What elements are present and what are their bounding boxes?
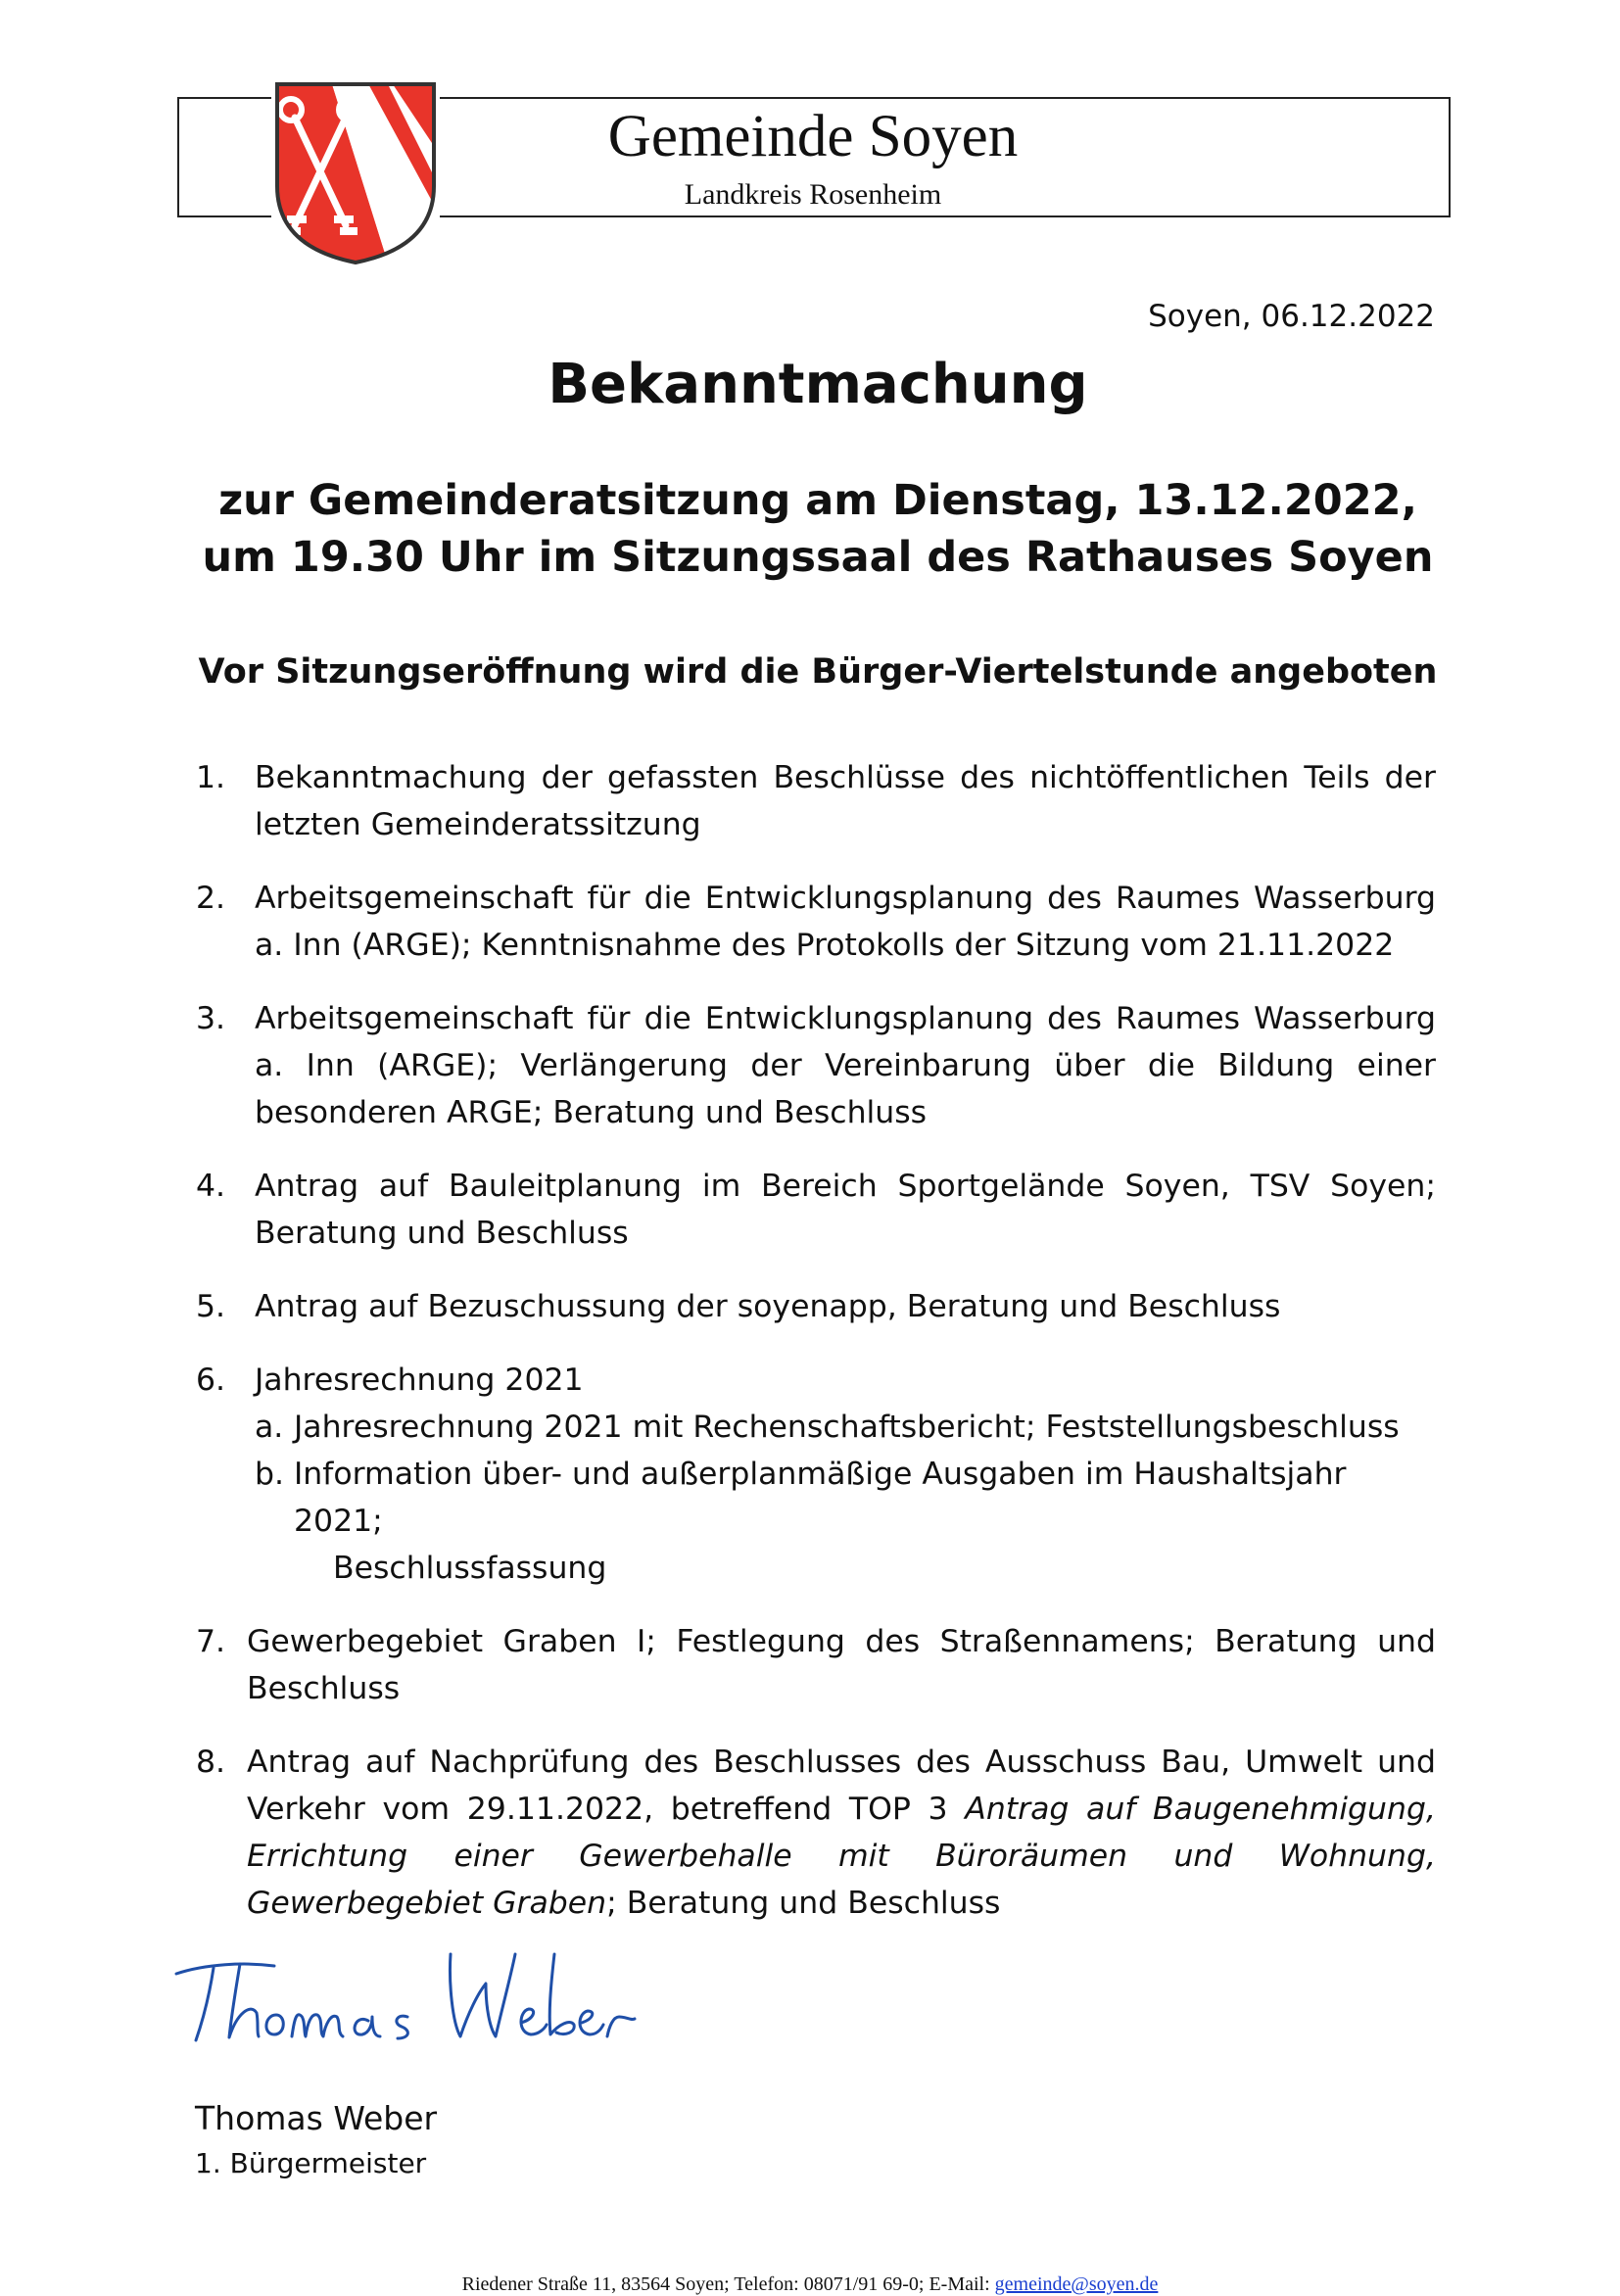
subitem-label: b. bbox=[255, 1457, 285, 1492]
subitem-text: Jahresrechnung 2021 mit Rechenschaftsbericht; Feststellungsbeschluss bbox=[294, 1410, 1400, 1445]
signatory-name: Thomas Weber bbox=[195, 2099, 438, 2137]
municipality-title: Gemeinde Soyen bbox=[607, 104, 1019, 169]
citizen-note: Vor Sitzungseröffnung wird die Bürger-Viertelstunde angeboten bbox=[198, 652, 1438, 692]
signatory-role: 1. Bürgermeister bbox=[195, 2147, 427, 2179]
agenda-item-number: 4. bbox=[196, 1169, 226, 1204]
agenda-item-number: 3. bbox=[196, 1001, 226, 1036]
document-date: Soyen, 06.12.2022 bbox=[1148, 299, 1435, 334]
agenda-item-text-part: Antrag auf Nachprüfung des Beschlusses des Ausschuss Bau, Umwelt und Verkehr vom 29.11.2022, betreffend TOP 3 bbox=[247, 1745, 1436, 1827]
footer-email-link[interactable]: gemeinde@soyen.de bbox=[994, 2273, 1159, 2295]
document-title: Bekanntmachung bbox=[548, 353, 1088, 416]
agenda-item-number: 8. bbox=[196, 1745, 226, 1780]
agenda-item-6 bbox=[196, 1357, 1436, 1592]
agenda-item-number: 1. bbox=[196, 760, 226, 795]
meeting-subtitle bbox=[0, 472, 1620, 586]
agenda-item-number: 2. bbox=[196, 881, 226, 916]
meeting-subtitle-line-2: um 19.30 Uhr im Sitzungssaal des Rathauses Soyen bbox=[202, 533, 1434, 582]
agenda-item-text: Antrag auf Bauleitplanung im Bereich Sportgelände Soyen, TSV Soyen; Beratung und Beschluss bbox=[255, 1169, 1436, 1251]
agenda-item-text: Jahresrechnung 2021 bbox=[255, 1363, 584, 1398]
agenda-item-5 bbox=[196, 1283, 1436, 1330]
agenda-item-text-italic: Antrag auf Baugenehmigung, Errichtung einer Gewerbehalle mit Büroräumen und Wohnung, Gewerbegebiet Graben bbox=[247, 1792, 1436, 1921]
handwritten-signature bbox=[167, 1935, 656, 2052]
agenda-item-7 bbox=[196, 1618, 1436, 1712]
agenda-item-text: Arbeitsgemeinschaft für die Entwicklungsplanung des Raumes Wasserburg a. Inn (ARGE); Kenntnisnahme des Protokolls der Sitzung vom 21.11.2022 bbox=[255, 881, 1436, 963]
agenda-subitem-a bbox=[255, 1404, 1436, 1451]
meeting-subtitle-line-1: zur Gemeinderatsitzung am Dienstag, 13.12.2022, bbox=[218, 476, 1417, 525]
agenda-item-text: Arbeitsgemeinschaft für die Entwicklungsplanung des Raumes Wasserburg a. Inn (ARGE); Verlängerung der Vereinbarung über die Bildung einer besonderen ARGE; Beratung und Beschluss bbox=[255, 1001, 1436, 1130]
subitem-text-continued: Beschlussfassung bbox=[333, 1551, 607, 1586]
agenda-item-text bbox=[247, 1739, 1436, 1927]
agenda-item-text-part: ; Beratung und Beschluss bbox=[606, 1886, 1001, 1921]
agenda-list bbox=[196, 754, 1436, 1953]
agenda-item-4 bbox=[196, 1163, 1436, 1257]
municipality-subtitle: Landkreis Rosenheim bbox=[684, 178, 942, 211]
footer-address: Riedener Straße 11, 83564 Soyen; Telefon: 08071/91 69-0; E-Mail: bbox=[461, 2273, 995, 2295]
agenda-item-number: 5. bbox=[196, 1289, 226, 1324]
agenda-subitem-b bbox=[255, 1451, 1436, 1592]
agenda-item-number: 6. bbox=[196, 1363, 226, 1398]
agenda-item-8 bbox=[196, 1739, 1436, 1927]
agenda-item-text: Gewerbegebiet Graben I; Festlegung des Straßennamens; Beratung und Beschluss bbox=[247, 1624, 1436, 1706]
agenda-item-number: 7. bbox=[196, 1624, 226, 1659]
agenda-item-2 bbox=[196, 875, 1436, 969]
agenda-item-text: Bekanntmachung der gefassten Beschlüsse des nichtöffentlichen Teils der letzten Gemeinderatssitzung bbox=[255, 760, 1436, 842]
subitem-text: Information über- und außerplanmäßige Ausgaben im Haushaltsjahr 2021; bbox=[294, 1457, 1347, 1539]
subitem-label: a. bbox=[255, 1410, 284, 1445]
footer-contact bbox=[0, 2272, 1620, 2296]
agenda-item-1 bbox=[196, 754, 1436, 848]
agenda-item-text: Antrag auf Bezuschussung der soyenapp, Beratung und Beschluss bbox=[255, 1289, 1281, 1324]
agenda-item-3 bbox=[196, 995, 1436, 1136]
